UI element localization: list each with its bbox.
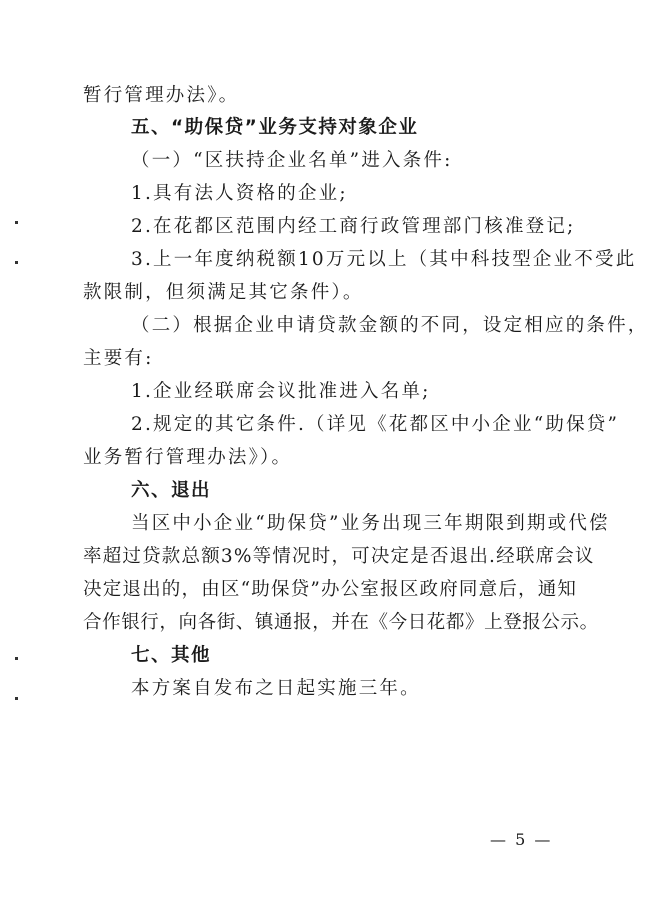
section-heading-5: 五、“助保贷”业务支持对象企业: [131, 117, 419, 138]
list-item-3: 3.上一年度纳税额10万元以上（其中科技型企业不受此: [131, 249, 637, 270]
binding-hole-mark: [15, 221, 18, 224]
list-item-3-continuation: 款限制，但须满足其它条件）。: [83, 282, 364, 303]
subsection-2-title: （二）根据企业申请贷款金额的不同，设定相应的条件，: [131, 315, 649, 336]
exit-paragraph-line-3: 决定退出的，由区“助保贷”办公室报区政府同意后，通知: [83, 579, 578, 600]
exit-paragraph-line-2: 率超过贷款总额3%等情况时，可决定是否退出.经联席会议: [83, 546, 595, 567]
binding-hole-mark: [15, 697, 18, 700]
section-heading-7: 七、其他: [131, 645, 212, 666]
binding-hole-mark: [15, 261, 18, 264]
exit-paragraph-line-4: 合作银行，向各街、镇通报，并在《今日花都》上登报公示。: [83, 612, 599, 633]
subsection-2-continuation: 主要有:: [83, 348, 154, 369]
list-item-2b: 2.规定的其它条件.（详见《花都区中小企业“助保贷”: [131, 414, 620, 435]
page-number: — 5 —: [490, 830, 553, 849]
paragraph-continuation: 暂行管理办法》。: [83, 85, 240, 106]
list-item-2b-continuation: 业务暂行管理办法》）。: [83, 447, 293, 468]
other-paragraph: 本方案自发布之日起实施三年。: [131, 678, 421, 699]
binding-hole-mark: [15, 657, 18, 660]
list-item-1b: 1.企业经联席会议批准进入名单;: [131, 381, 431, 402]
list-item-2: 2.在花都区范围内经工商行政管理部门核准登记;: [131, 216, 576, 237]
list-item-1: 1.具有法人资格的企业;: [131, 183, 348, 204]
exit-paragraph-line-1: 当区中小企业“助保贷”业务出现三年期限到期或代偿: [131, 513, 610, 534]
subsection-1-title: （一）“区扶持企业名单”进入条件:: [131, 150, 453, 171]
section-heading-6: 六、退出: [131, 480, 212, 501]
